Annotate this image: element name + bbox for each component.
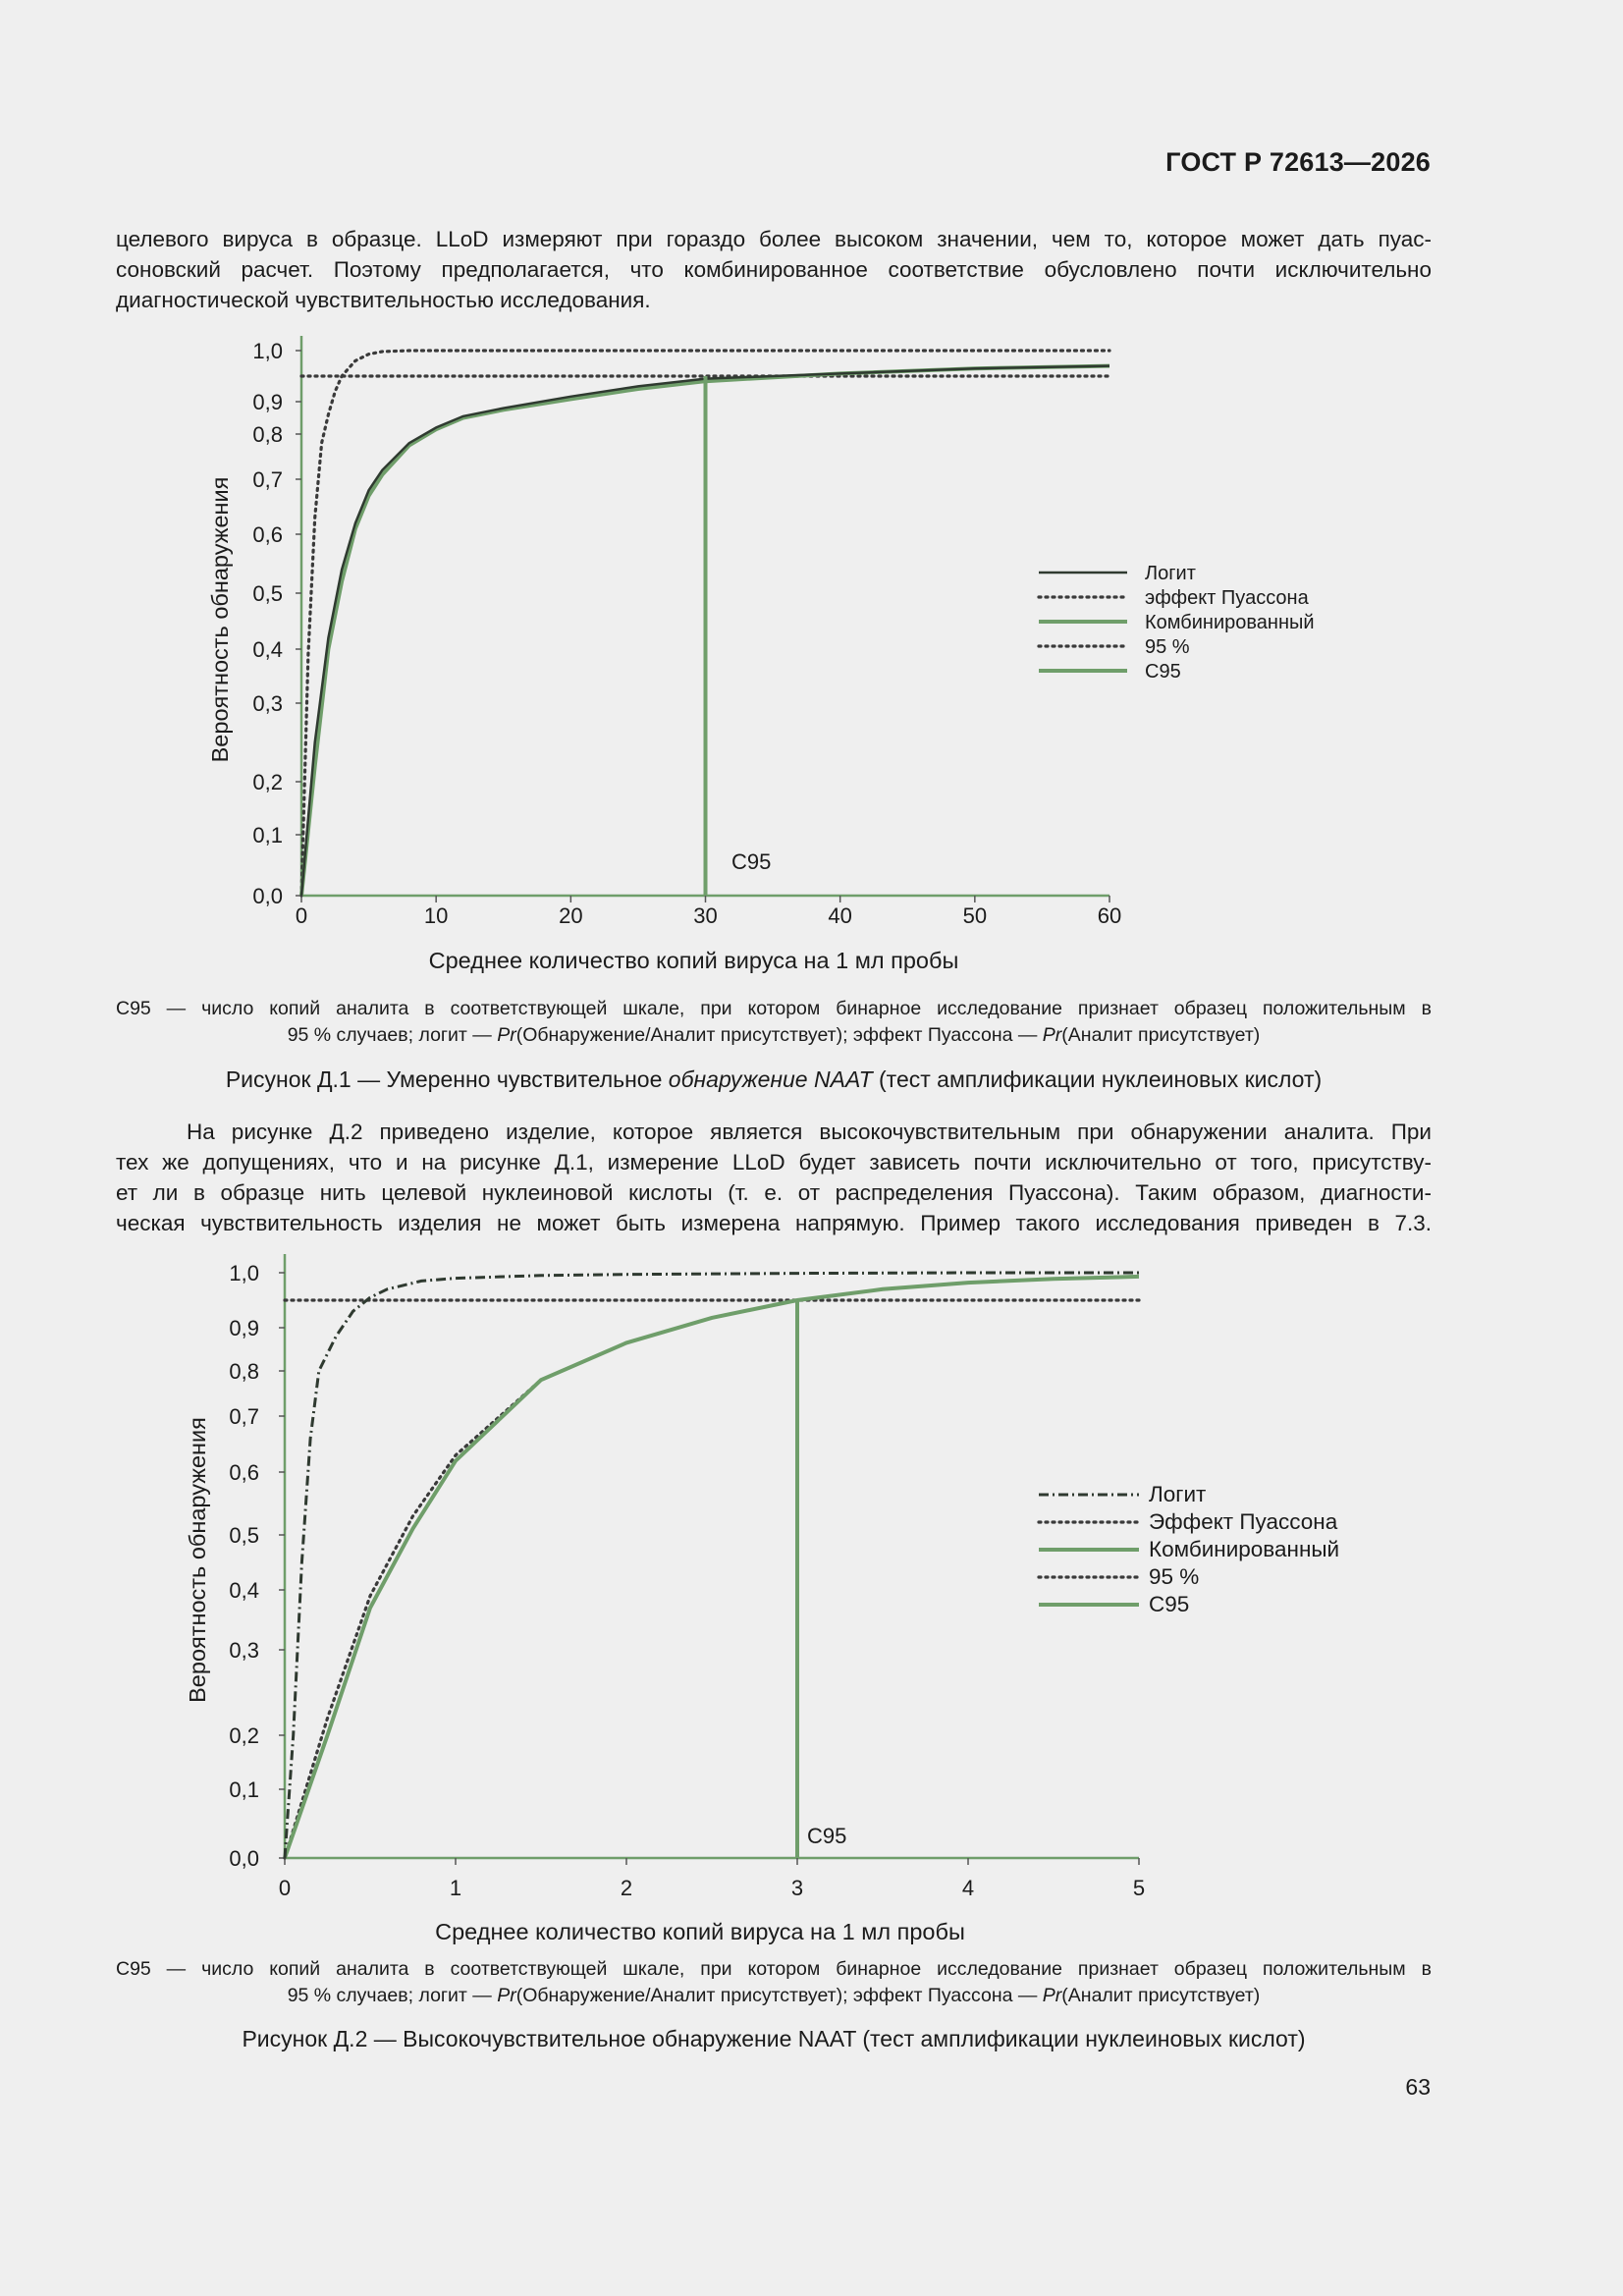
y-tick-label: 0,5 [252,581,283,606]
series-line-poisson [285,1277,1139,1858]
note-text: 95 % случаев; логит — [287,1024,498,1046]
y-tick-label: 0,1 [252,823,283,847]
x-tick-label: 2 [620,1876,633,1900]
note-line: C95 — число копий аналита в соответствующей шкале, при котором бинарное исследование признает образец положительным в [116,998,1432,1019]
y-tick-label: 0,6 [229,1460,259,1485]
x-tick-label: 3 [790,1876,804,1900]
series-line-logit [285,1273,1139,1858]
y-tick-label: 1,0 [229,1261,259,1285]
x-tick-label: 30 [693,903,718,928]
x-tick-label: 0 [278,1876,292,1900]
y-tick-label: 0,1 [229,1777,259,1802]
x-axis-title: Среднее количество копий вируса на 1 мл пробы [435,1919,965,1944]
y-tick-label: 0,3 [229,1638,259,1663]
note-text: Pr [497,1985,516,2006]
text-line: На рисунке Д.2 приведено изделие, которое является высокочувствительным при обнаружении аналита. При [187,1120,1432,1144]
y-tick-label: 0,2 [252,770,283,794]
page-number: 63 [1405,2074,1431,2100]
x-tick-label: 60 [1097,903,1122,928]
y-axis-title: Вероятность обнаружения [207,476,233,763]
y-tick-label: 0,8 [252,422,283,447]
text-line: ческая чувствительность изделия не может быть измерена напрямую. Пример такого исследования приведен в 7.3. [116,1211,1432,1235]
legend [1039,1482,1339,1616]
figure2-note [116,1956,1432,2009]
y-tick-label: 0,0 [229,1846,259,1871]
note-text: (Аналит присутствует) [1061,1985,1261,2006]
legend-label: эффект Пуассона [1145,587,1309,609]
note-text: Pr [1042,1024,1062,1046]
legend-label: Логит [1149,1482,1207,1506]
y-axis-title: Вероятность обнаружения [185,1417,210,1703]
x-tick-label: 40 [828,903,852,928]
legend-label: Эффект Пуассона [1149,1509,1338,1534]
y-tick-label: 0,9 [252,390,283,414]
note-text: (Обнаружение/Аналит присутствует); эффект Пуассона — [515,1985,1043,2006]
x-axis-title: Среднее количество копий вируса на 1 мл пробы [428,948,959,973]
note-text: 95 % случаев; логит — [287,1985,498,2006]
legend-label: C95 [1145,661,1181,683]
y-tick-label: 0,4 [252,637,283,662]
x-tick-label: 50 [962,903,988,928]
y-tick-label: 0,9 [229,1316,259,1340]
c95-label: C95 [807,1824,847,1848]
series-line-combined [285,1277,1139,1858]
c95-label: C95 [731,849,772,874]
legend-label: Логит [1145,563,1196,584]
x-tick-label: 0 [295,903,308,928]
x-tick-label: 1 [449,1876,462,1900]
y-tick-label: 0,7 [252,467,283,492]
caption-text: (тест амплификации нуклеиновых кислот) [872,1066,1323,1092]
figure2-caption: Рисунок Д.2 — Высокочувствительное обнаружение NAAT (тест амплификации нуклеиновых кислот) [242,2026,1306,2051]
note-line [116,1983,1432,2009]
caption-text: Рисунок Д.1 — Умеренно чувствительное [225,1066,669,1092]
caption-text: обнаружение NAAT [668,1066,873,1092]
x-tick-label: 10 [423,903,449,928]
y-tick-label: 1,0 [252,339,283,363]
y-tick-label: 0,7 [229,1404,259,1429]
note-text: Pr [1042,1985,1062,2006]
y-tick-label: 0,6 [252,522,283,547]
x-tick-label: 4 [961,1876,975,1900]
y-tick-label: 0,3 [252,691,283,716]
note-text: Pr [497,1024,516,1046]
x-tick-label: 5 [1132,1876,1146,1900]
y-tick-label: 0,0 [252,884,283,908]
legend-label: 95 % [1145,636,1190,658]
legend-label: 95 % [1149,1564,1200,1589]
y-tick-label: 0,4 [229,1578,259,1603]
legend-label: Комбинированный [1145,612,1315,633]
text-line: ет ли в образце нить целевой нуклеиновой кислоты (т. е. от распределения Пуассона). Таким образом, диагности- [116,1180,1432,1205]
text-line: соновский расчет. Поэтому предполагается, что комбинированное соответствие обусловлено почти исключительно [116,257,1432,282]
x-tick-label: 20 [559,903,583,928]
note-text: (Обнаружение/Аналит присутствует); эффект Пуассона — [515,1024,1043,1046]
note-text: (Аналит присутствует) [1061,1024,1261,1046]
legend-label: Комбинированный [1149,1537,1340,1561]
note-line: C95 — число копий аналита в соответствующей шкале, при котором бинарное исследование признает образец положительным в [116,1958,1432,1980]
legend-label: C95 [1149,1592,1190,1616]
y-tick-label: 0,2 [229,1723,259,1748]
y-tick-label: 0,8 [229,1359,259,1384]
document-code: ГОСТ Р 72613—2026 [1165,147,1431,177]
text-line: диагностической чувствительностью исследования. [116,288,651,312]
y-tick-label: 0,5 [229,1523,259,1548]
text-line: тех же допущениях, что и на рисунке Д.1, измерение LLoD будет зависеть почти исключительно от того, присутству- [116,1150,1432,1175]
text-line: целевого вируса в образце. LLoD измеряют при гораздо более высоком значении, чем то, которое может дать пуас- [116,227,1432,251]
